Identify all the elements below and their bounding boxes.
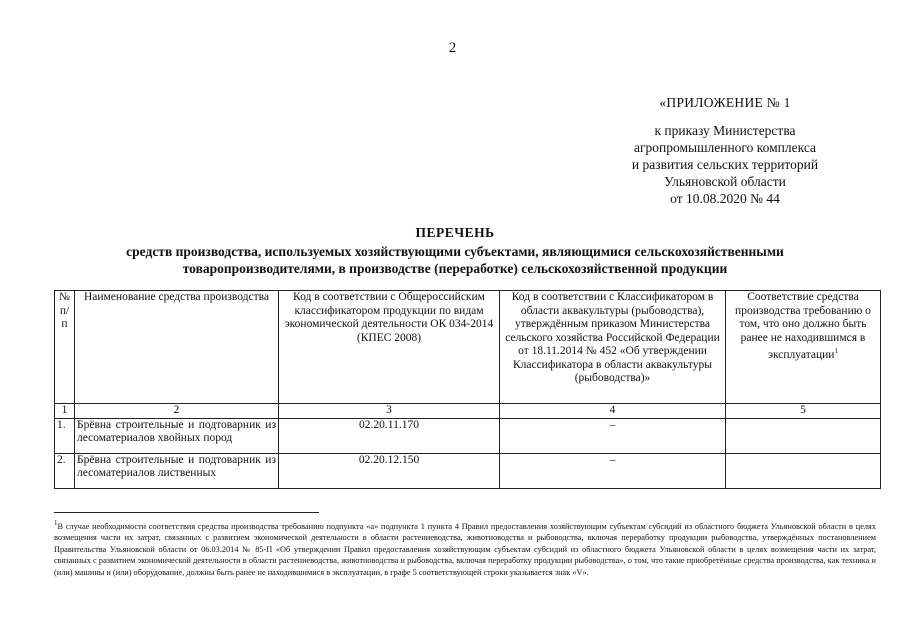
footnote-text: В случае необходимости соответствия средства производства требованию подпункта «а» подпункта 1 пункта 4 Правил предоставления хозяйствующим субъектам субсидий из областного бюджета Ульяновской области в целях возмещения части их затрат, связанных с развитием экономической деятельности в области растениеводства, животноводства и рыбоводства, включая переработку продукции рыбоводства, утверждённых постановлением Правительства Ульяновской области от 06.03.2014 № 85-П «Об утверждении Правил предоставления хозяйствующим субъектам субсидий из областного бюджета Ульяновской области в целях возмещения части их затрат, связанных с развитием экономической деятельности в области растениеводства, животноводства и рыбоводства, включая переработку продукции рыбоводства», о том, что такие приобретённые средства производства, как техника и (или) машины и (или) оборудование, должны быть ранее не находившимися в эксплуатации, в графе 5 соответствующей строки указывается знак «V». (54, 521, 876, 577)
footnote-separator (54, 512, 319, 513)
appendix-block (610, 94, 840, 207)
header-compliance (726, 291, 881, 404)
appendix-line: агропромышленного комплекса (634, 140, 816, 155)
header-name: Наименование средства производства (75, 291, 279, 404)
row-okpd-code: 02.20.12.150 (279, 453, 500, 488)
table-header-row (55, 291, 881, 404)
title-line-1: ПЕРЕЧЕНЬ (415, 225, 495, 240)
footnote-mark: 1 (834, 347, 838, 355)
appendix-line: Ульяновской области (664, 174, 786, 189)
column-number: 2 (75, 404, 279, 419)
appendix-line: от 10.08.2020 № 44 (670, 191, 780, 206)
column-number: 1 (55, 404, 75, 419)
appendix-heading: «ПРИЛОЖЕНИЕ № 1 (659, 95, 791, 110)
row-number: 1. (55, 418, 75, 453)
row-name: Брёвна строительные и подтоварник из лесоматериалов лиственных (75, 453, 279, 488)
appendix-line: к приказу Министерства (654, 123, 796, 138)
header-okpd-code: Код в соответствии с Общероссийским классификатором продукции по видам экономической деятельности ОК 034-2014 (КПЕС 2008) (279, 291, 500, 404)
title-line-3: товаропроизводителями, в производстве (переработке) сельскохозяйственной продукции (182, 261, 728, 276)
appendix-line: и развития сельских территорий (631, 157, 819, 172)
means-of-production-table (54, 290, 881, 489)
column-number: 4 (500, 404, 726, 419)
column-number: 3 (279, 404, 500, 419)
page-number: 2 (448, 40, 457, 56)
header-number: № п/п (55, 291, 75, 404)
table-row (55, 453, 881, 488)
header-aquaculture-code: Код в соответствии с Классификатором в области аквакультуры (рыбоводства), утверждённым приказом Министерства сельского хозяйства Российской Федерации от 18.11.2014 № 452 «Об утверждении Классификатора в области аквакультуры (рыбоводства)» (500, 291, 726, 404)
table-row (55, 418, 881, 453)
row-compliance (726, 453, 881, 488)
header-compliance-text: Соответствие средства производства требованию о том, что оно должно быть ранее не находившимся в эксплуатации (735, 291, 871, 361)
row-aquaculture-code: – (500, 418, 726, 453)
column-number: 5 (726, 404, 881, 419)
footnote-number: 1 (54, 519, 58, 527)
row-name: Брёвна строительные и подтоварник из лесоматериалов хвойных пород (75, 418, 279, 453)
row-compliance (726, 418, 881, 453)
row-aquaculture-code: – (500, 453, 726, 488)
row-number: 2. (55, 453, 75, 488)
footnote (54, 518, 876, 578)
row-okpd-code: 02.20.11.170 (279, 418, 500, 453)
title-line-2: средств производства, используемых хозяйствующими субъектами, являющимися сельскохозяйственными (126, 244, 784, 259)
document-title (40, 224, 870, 277)
column-number-row (55, 404, 881, 419)
